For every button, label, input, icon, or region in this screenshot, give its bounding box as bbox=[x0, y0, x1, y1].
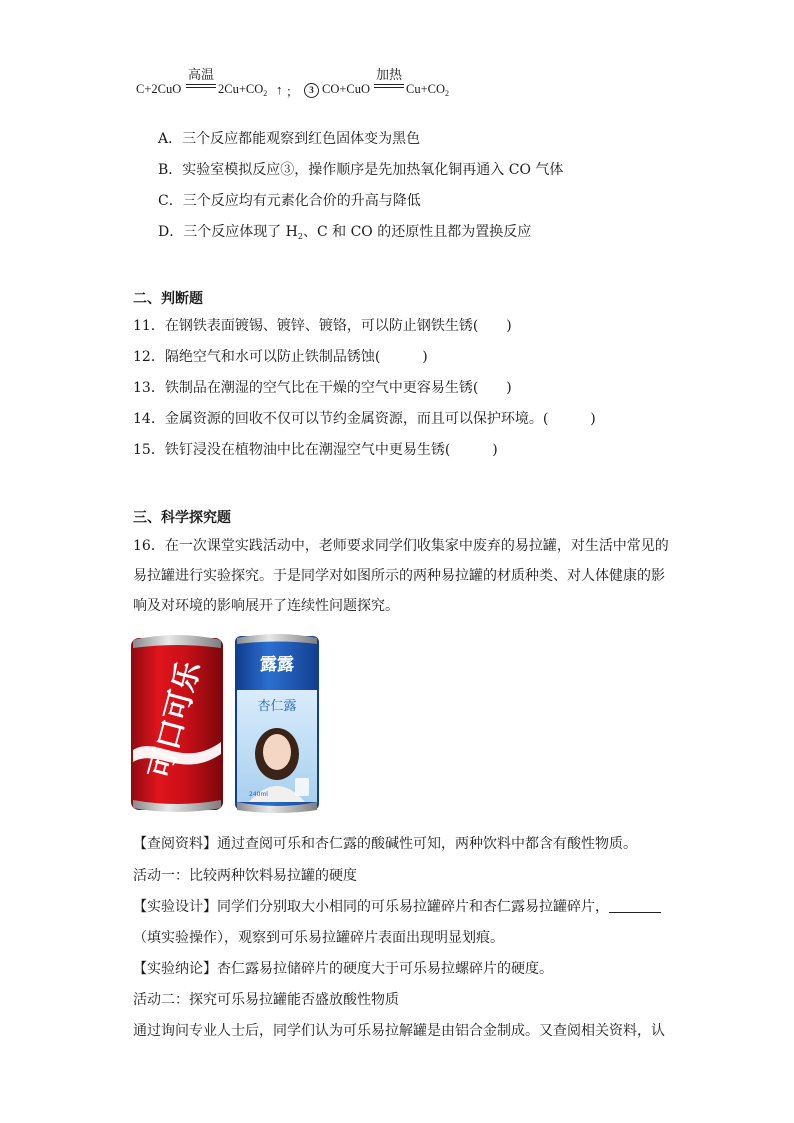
equals-bar bbox=[374, 84, 404, 88]
can-volume-text: 240ml bbox=[249, 791, 268, 798]
section-title-inquiry: 三、科学探究题 bbox=[133, 510, 231, 526]
experiment-design: 【实验设计】同学们分别取大小相同的可乐易拉罐碎片和杏仁露易拉罐碎片， bbox=[133, 897, 661, 917]
lookup-info: 【查阅资料】通过查阅可乐和杏仁露的酸碱性可知，两种饮料中都含有酸性物质。 bbox=[133, 836, 637, 852]
question-16-line-3: 响及对环境的影响展开了连续性问题探究。 bbox=[133, 598, 399, 614]
option-c: C．三个反应均有元素化合价的升高与降低 bbox=[158, 193, 421, 209]
equals-bar bbox=[186, 84, 216, 88]
background-text: 通过询问专业人士后，同学们认为可乐易拉解罐是由铝合金制成。又查阅相关资料，认 bbox=[133, 1023, 665, 1039]
question-13: 13．铁制品在潮湿的空气比在干燥的空气中更容易生锈( ) bbox=[133, 380, 512, 396]
can-brand-text: 露露 bbox=[260, 655, 294, 675]
question-16-line-2: 易拉罐进行实验探究。于是同学对如图所示的两种易拉罐的材质种类、对人体健康的影 bbox=[133, 568, 665, 584]
answer-blank[interactable] bbox=[609, 898, 661, 913]
activity-one: 活动一：比较两种饮料易拉罐的硬度 bbox=[133, 868, 357, 884]
almond-drink-can bbox=[235, 634, 319, 813]
circled-number-3: 3 bbox=[304, 82, 319, 98]
section-title-judgment: 二、判断题 bbox=[133, 291, 203, 307]
question-15: 15．铁钉浸没在植物油中比在潮湿空气中更易生锈( ) bbox=[133, 442, 498, 458]
activity-two: 活动二：探究可乐易拉罐能否盛放酸性物质 bbox=[133, 992, 399, 1008]
question-11: 11．在钢铁表面镀锡、镀锌、镀铬，可以防止钢铁生锈( ) bbox=[133, 318, 512, 334]
question-16-line-1: 16．在一次课堂实践活动中，老师要求同学们收集家中废弃的易拉罐，对生活中常见的 bbox=[133, 538, 669, 554]
cola-can bbox=[131, 635, 223, 812]
separator: ； bbox=[286, 85, 299, 99]
option-b: B．实验室模拟反应③，操作顺序是先加热氧化铜再通入 CO 气体 bbox=[158, 162, 564, 178]
equation-reactants-3: CO+CuO bbox=[322, 82, 371, 96]
equation-products-3: $Cu+CO_2$ bbox=[406, 82, 450, 98]
condition-heating: 加热 bbox=[374, 68, 404, 88]
cans-photo bbox=[127, 630, 327, 816]
equation-reactants-1: C+2CuO bbox=[136, 82, 182, 96]
question-14: 14．金属资源的回收不仅可以节约金属资源，而且可以保护环境。( ) bbox=[133, 411, 596, 427]
option-d: D．三个反应体现了 $H_2$、C 和 CO 的还原性且都为置换反应 bbox=[158, 224, 532, 241]
can-product-name: 杏仁露 bbox=[257, 699, 297, 714]
question-12: 12．隔绝空气和水可以防止铁制品锈蚀( ) bbox=[133, 349, 428, 365]
cola-can-logo: 可口可乐 bbox=[143, 657, 208, 783]
experiment-design-continued: （填实验操作），观察到可乐易拉罐碎片表面出现明显划痕。 bbox=[133, 930, 504, 946]
option-a: A．三个反应都能观察到红色固体变为黑色 bbox=[158, 131, 421, 147]
condition-high-temp: 高温 bbox=[186, 68, 216, 88]
gas-arrow: ↑ bbox=[276, 82, 283, 97]
experiment-conclusion: 【实验纳论】杏仁露易拉储碎片的硬度大于可乐易拉螺碎片的硬度。 bbox=[133, 961, 553, 977]
equation-products-1: $2Cu+CO_2$ bbox=[218, 82, 268, 98]
